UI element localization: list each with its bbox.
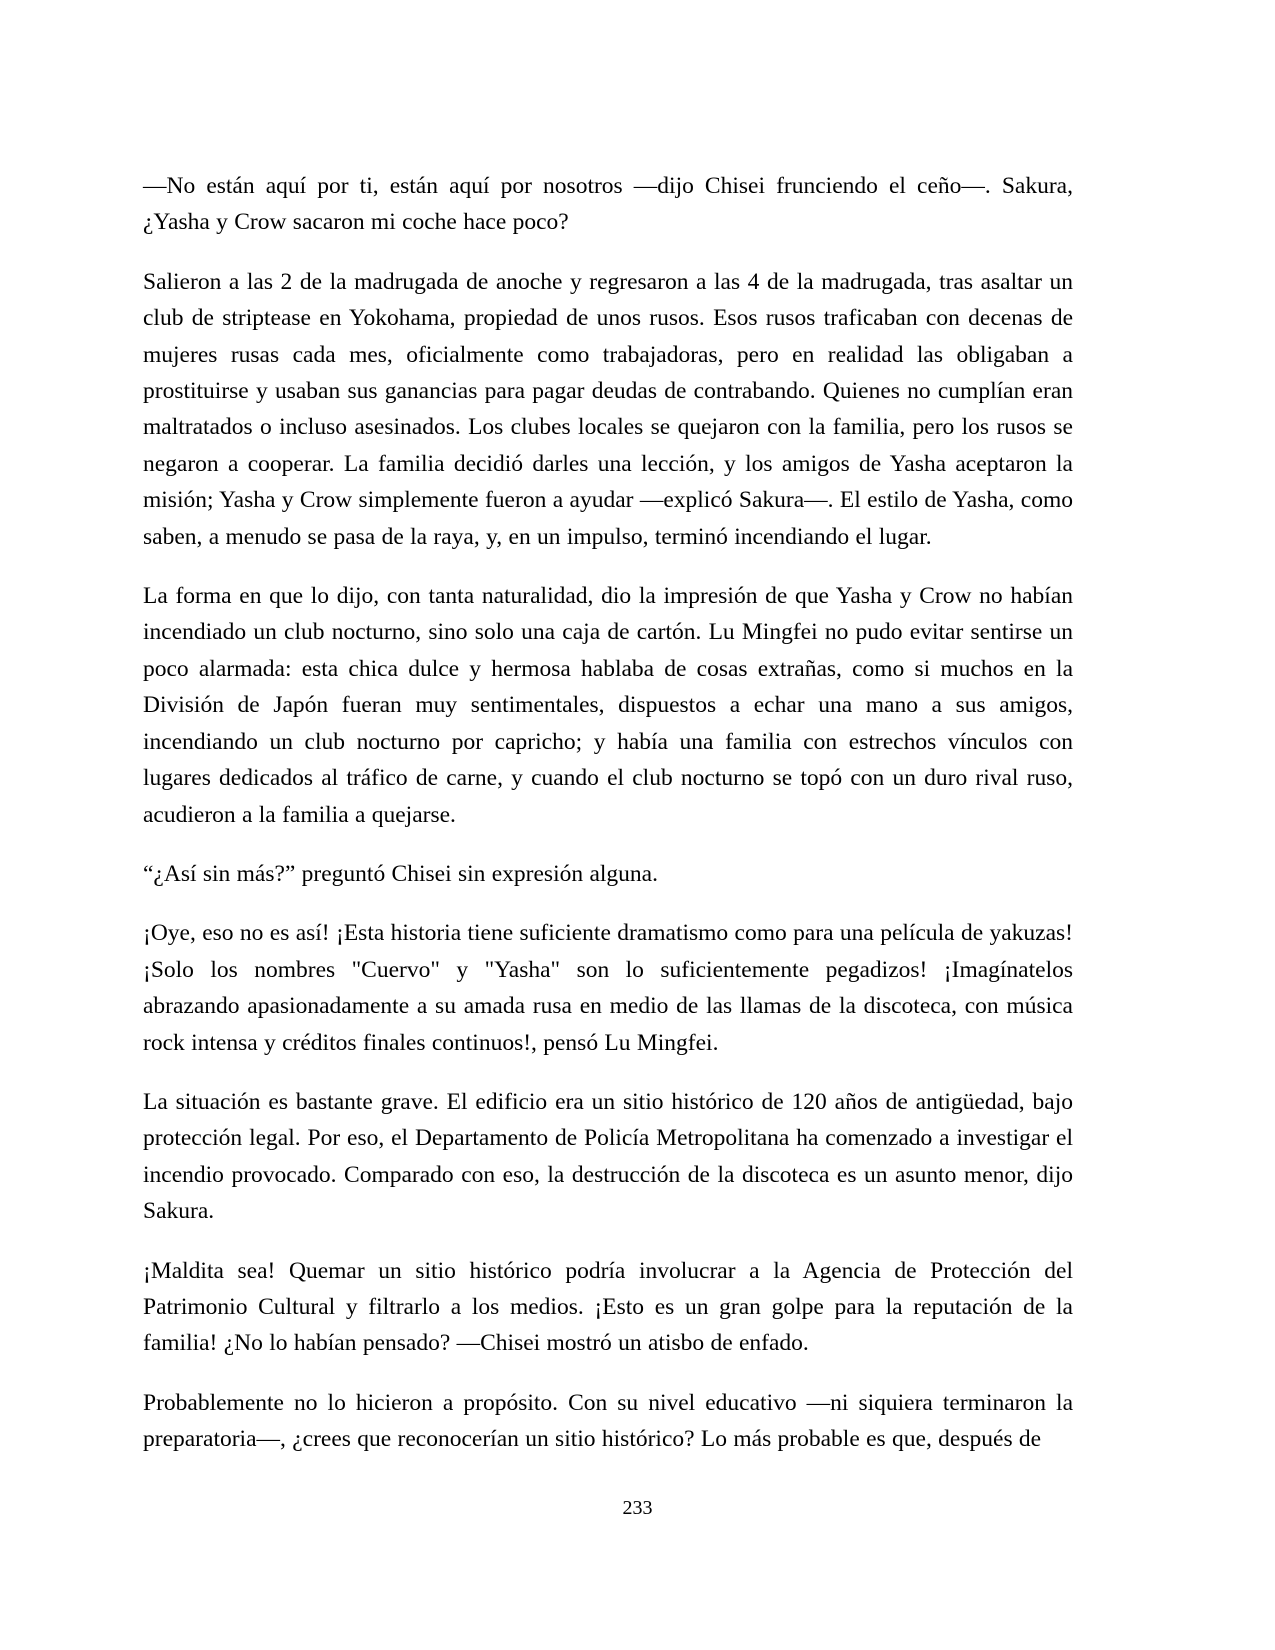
paragraph: —No están aquí por ti, están aquí por nosotros —dijo Chisei frunciendo el ceño—. Sakura, ¿Yasha y Crow sacaron mi coche hace poco?: [143, 173, 1073, 236]
paragraph: ¡Maldita sea! Quemar un sitio histórico podría involucrar a la Agencia de Protección del Patrimonio Cultural y filtrarlo a los medios. ¡Esto es un gran golpe para la reputación de la familia! ¿No lo habían pensado? —Chisei mostró un atisbo de enfado.: [143, 1257, 1073, 1357]
paragraph: Probablemente no lo hicieron a propósito. Con su nivel educativo —ni siquiera terminaron la preparatoria—, ¿crees que reconocerían un sitio histórico? Lo más probable es que, después de: [143, 1389, 1073, 1453]
paragraph: Salieron a las 2 de la madrugada de anoche y regresaron a las 4 de la madrugada, tras asaltar un club de striptease en Yokohama, propiedad de unos rusos. Esos rusos traficaban con decenas de mujeres rusas cada mes, oficialmente como trabajadoras, pero en realidad las obligaban a prostituirse y usaban sus ganancias para pagar deudas de contrabando. Quienes no cumplían eran maltratados o incluso asesinados. Los clubes locales se quejaron con la familia, pero los rusos se negaron a cooperar. La familia decidió darles una lección, y los amigos de Yasha aceptaron la misión; Yasha y Crow simplemente fueron a ayudar —explicó Sakura—. El estilo de Yasha, como saben, a menudo se pasa de la raya, y, en un impulso, terminó incendiando el lugar.: [143, 268, 1073, 550]
page-body-text: [143, 168, 1073, 1458]
page-number: 233: [622, 1497, 653, 1519]
paragraph: ¡Oye, eso no es así! ¡Esta historia tiene suficiente dramatismo como para una película de yakuzas! ¡Solo los nombres "Cuervo" y "Yasha" son lo suficientemente pegadizos! ¡Imagínatelos abrazando apasionadamente a su amada rusa en medio de las llamas de la discoteca, con música rock intensa y créditos finales continuos!, pensó Lu Mingfei.: [143, 920, 1073, 1056]
paragraph: “¿Así sin más?” preguntó Chisei sin expresión alguna.: [143, 860, 658, 887]
paragraph: La situación es bastante grave. El edificio era un sitio histórico de 120 años de antigüedad, bajo protección legal. Por eso, el Departamento de Policía Metropolitana ha comenzado a investigar el incendio provocado. Comparado con eso, la destrucción de la discoteca es un asunto menor, dijo Sakura.: [143, 1088, 1073, 1225]
paragraph: La forma en que lo dijo, con tanta naturalidad, dio la impresión de que Yasha y Crow no habían incendiado un club nocturno, sino solo una caja de cartón. Lu Mingfei no pudo evitar sentirse un poco alarmada: esta chica dulce y hermosa hablaba de cosas extrañas, como si muchos en la División de Japón fueran muy sentimentales, dispuestos a echar una mano a sus amigos, incendiando un club nocturno por capricho; y había una familia con estrechos vínculos con lugares dedicados al tráfico de carne, y cuando el club nocturno se topó con un duro rival ruso, acudieron a la familia a quejarse.: [143, 583, 1073, 828]
